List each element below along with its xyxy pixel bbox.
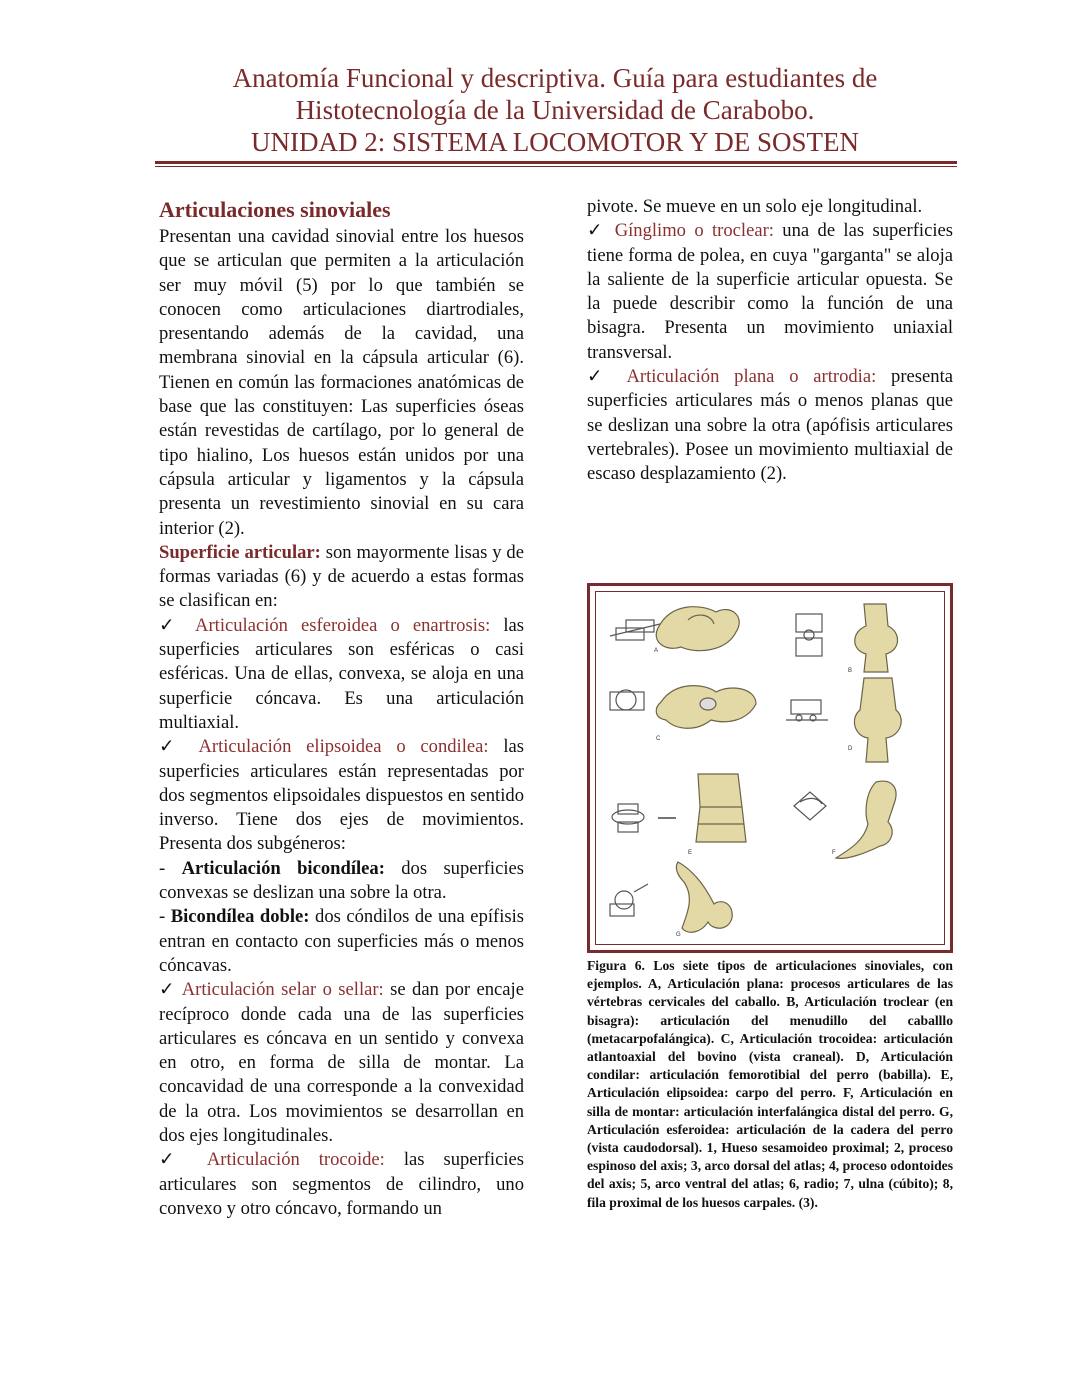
panel-label: C — [656, 736, 661, 742]
esferoidea-text: las superficies articulares son esféricas o casi esféricas. Una de ellas, convexa, se aloja en una superficie cóncava. Es una articulación multiaxial. — [159, 614, 524, 733]
bicondilea-label: Articulación bicondílea: — [181, 857, 385, 879]
left-column — [159, 195, 524, 1221]
ginglimo-text: una de las superficies tiene forma de polea, en cuya "garganta" se aloja la saliente de la superficie articular opuesta. Se la puede describir como la función de una bisagra. Presenta un movimiento uniaxial transversal. — [587, 220, 953, 363]
check-icon: ✓ — [587, 220, 607, 242]
trocoide-item — [159, 1148, 524, 1221]
page-header — [155, 62, 955, 158]
panel-label: E — [688, 850, 693, 856]
surface-text: son mayormente lisas y de formas variadas (6) y de acuerdo a estas formas se clasifican en: — [159, 541, 524, 612]
check-icon: ✓ — [159, 979, 177, 1001]
hinge-schematic — [796, 614, 822, 656]
saddle-schematic — [794, 792, 826, 820]
pivot-schematic — [610, 690, 644, 710]
plane-joint-schematic — [610, 620, 660, 640]
esferoidea-label: Articulación esferoidea o enartrosis: — [195, 614, 491, 636]
doble-label: Bicondílea doble: — [170, 906, 310, 928]
surface-label: Superficie articular: — [159, 541, 321, 563]
fetlock-illustration — [855, 604, 898, 672]
figure-inner — [595, 591, 945, 945]
header-line-1: Anatomía Funcional y descriptiva. Guía para estudiantes de — [232, 63, 878, 93]
figure-caption: Figura 6. Los siete tipos de articulaciones sinoviales, con ejemplos. A, Articulación plana: procesos articulares de las vértebras cervicales del caballo. B, Articulación troclear (en bisagra): articulación del menudillo del caballlo (metacarpofalángica). C, Articulación trocoidea: articulación atlantoaxial del bovino (vista craneal). D, Articulación condilar: articulación femorotibial del perro (babilla). E, Articulación elipsoidea: carpo del perro. F, Articulación en silla de montar: articulación interfalángica distal del perro. G, Articulación esferoidea: articulación de la cadera del perro (vista caudodorsal). 1, Hueso sesamoideo proximal; 2, proceso espinoso del axis; 3, arco dorsal del atlas; 4, proceso odontoides del axis; 5, arco ventral del atlas; 6, radio; 7, ulna (cúbito); 8, fila proximal de los huesos carpales. (3). — [587, 958, 953, 1210]
plana-item — [587, 365, 953, 486]
header-line-2: Histotecnología de la Universidad de Carabobo. — [295, 95, 815, 125]
panel-label: F — [832, 850, 836, 856]
panel-label: A — [654, 648, 659, 654]
elipsoidea-text: las superficies articulares están representadas por dos segmentos elipsoidales dispuestos en sentido inverso. Tiene dos ejes de movimientos. Presenta dos subgéneros: — [159, 736, 524, 855]
ball-socket-schematic — [610, 884, 648, 916]
trocoide-continuation: pivote. Se mueve en un solo eje longitudinal. — [587, 196, 923, 217]
surface-paragraph — [159, 541, 524, 614]
vertebrae-illustration-a — [656, 607, 739, 651]
header-rule-thick — [155, 161, 957, 164]
elipsoidea-item — [159, 735, 524, 856]
intro-paragraph: Presentan una cavidad sinovial entre los huesos que se articulan que permiten a la articulación ser muy móvil (5) por lo que también se conocen como articulaciones diartrodiales, presentando además de la cavidad, una membrana sinovial en la cápsula articular (6). Tienen en común las formaciones anatómicas de base que las constituyen: Las superficies óseas están revestidas de cartílago, por lo general de tipo hialino, Los huesos están unidos por una cápsula articular y ligamentos y la cápsula presenta un revestimiento sinovial en su cara interior (2). — [159, 226, 524, 539]
figure-frame — [587, 583, 953, 953]
ellipsoid-schematic — [612, 804, 644, 832]
check-icon: ✓ — [159, 614, 183, 636]
condylar-schematic — [786, 700, 828, 721]
panel-label: B — [848, 668, 853, 674]
ginglimo-item — [587, 219, 953, 365]
check-icon: ✓ — [159, 736, 185, 758]
carpus-illustration — [696, 774, 746, 842]
selar-label: Articulación selar o sellar: — [181, 979, 384, 1001]
stifle-illustration — [854, 678, 901, 762]
header-line-3: UNIDAD 2: SISTEMA LOCOMOTOR Y DE SOSTEN — [250, 127, 860, 157]
phalanx-illustration — [836, 781, 896, 858]
bicondilea-text: dos superficies convexas se deslizan una sobre la otra. — [159, 857, 524, 904]
section-title: Articulaciones sinoviales — [159, 197, 391, 222]
header-rule-thin — [155, 166, 957, 167]
plana-text: presenta superficies articulares más o menos planas que se deslizan una sobre la otra (apófisis articulares vertebrales). Posee un movimiento multiaxial de escaso desplazamiento (2). — [587, 366, 953, 485]
hip-illustration — [676, 862, 732, 932]
trocoide-label: Articulación trocoide: — [206, 1149, 385, 1171]
panel-label: D — [848, 746, 853, 752]
joint-illustrations — [596, 592, 950, 950]
dash-marker: - — [159, 857, 182, 879]
selar-text: se dan por encaje recíproco donde cada una de las superficies articulares es cóncava en un sentido y convexa en otro, en forma de silla de montar. La concavidad de una corresponde a la convexidad de la otra. Los movimientos se desarrollan en dos ejes longitudinales. — [159, 979, 524, 1146]
right-column — [587, 195, 953, 487]
doble-item — [159, 905, 524, 978]
check-icon: ✓ — [587, 366, 613, 388]
elipsoidea-label: Articulación elipsoidea o condilea: — [198, 736, 489, 758]
plana-label: Articulación plana o artrodia: — [626, 366, 877, 388]
panel-label: G — [676, 932, 681, 938]
trocoide-text: las superficies articulares son segmentos de cilindro, uno convexo y otro cóncavo, formando un — [159, 1149, 524, 1219]
dash-marker: - — [159, 906, 171, 928]
doble-text: dos cóndilos de una epífisis entran en contacto con superficies más o menos cóncavas. — [159, 906, 525, 976]
check-icon: ✓ — [159, 1149, 189, 1171]
bicondilea-item — [159, 857, 524, 906]
selar-item — [159, 978, 524, 1148]
esferoidea-item — [159, 614, 524, 735]
ginglimo-label: Gínglimo o troclear: — [614, 220, 774, 242]
